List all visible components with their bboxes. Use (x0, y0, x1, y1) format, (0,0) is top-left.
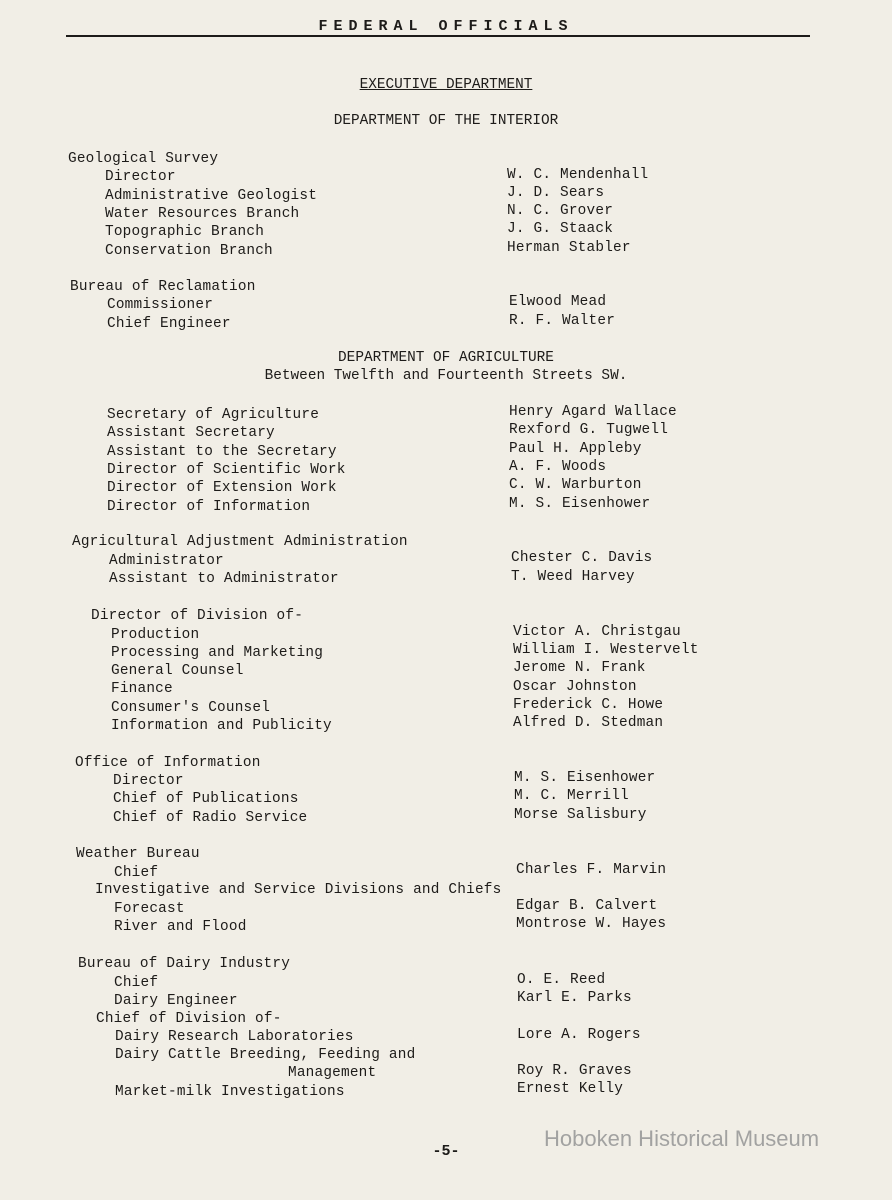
section-agriculture-address: Between Twelfth and Fourteenth Streets SW. (264, 368, 628, 384)
subheading-director-of-division: Director of Division of- (91, 608, 304, 624)
official-name: M. S. Eisenhower (514, 770, 656, 786)
official-name: Oscar Johnston (513, 679, 637, 695)
official-name: Jerome N. Frank (513, 660, 646, 676)
position-label: Water Resources Branch (105, 206, 300, 222)
section-department-of-agriculture: DEPARTMENT OF AGRICULTURE (338, 350, 554, 366)
official-name: Paul H. Appleby (509, 441, 642, 457)
org-office-of-information: Office of Information (75, 755, 261, 771)
official-name: A. F. Woods (509, 459, 607, 475)
position-label: Commissioner (107, 297, 214, 313)
position-label: Administrator (109, 553, 224, 569)
official-name: M. S. Eisenhower (509, 496, 651, 512)
section-department-of-interior: DEPARTMENT OF THE INTERIOR (333, 113, 559, 129)
position-label: Processing and Marketing (111, 645, 324, 661)
header-rule (66, 35, 810, 37)
official-name: Karl E. Parks (517, 990, 632, 1006)
official-name: Charles F. Marvin (516, 862, 667, 878)
official-name: Henry Agard Wallace (509, 404, 677, 420)
position-label: Secretary of Agriculture (107, 407, 320, 423)
position-label: Topographic Branch (105, 224, 265, 240)
position-label: Director of Information (107, 499, 311, 515)
official-name: R. F. Walter (509, 313, 616, 329)
org-geological-survey: Geological Survey (68, 151, 219, 167)
position-label: Consumer's Counsel (111, 700, 271, 716)
official-name: Victor A. Christgau (513, 624, 681, 640)
official-name: William I. Westervelt (513, 642, 699, 658)
position-label: Chief Engineer (107, 316, 231, 332)
position-label: General Counsel (111, 663, 244, 679)
org-bureau-of-dairy-industry: Bureau of Dairy Industry (78, 956, 291, 972)
official-name: W. C. Mendenhall (507, 167, 649, 183)
position-label: Assistant Secretary (107, 425, 275, 441)
position-label: Assistant to the Secretary (107, 444, 337, 460)
official-name: Morse Salisbury (514, 807, 647, 823)
position-label: Chief of Radio Service (113, 810, 308, 826)
position-label: Dairy Research Laboratories (115, 1029, 354, 1045)
official-name: Lore A. Rogers (517, 1027, 641, 1043)
position-label: Dairy Engineer (114, 993, 238, 1009)
official-name: Chester C. Davis (511, 550, 653, 566)
official-name: J. D. Sears (507, 185, 605, 201)
museum-watermark: Hoboken Historical Museum (544, 1126, 820, 1151)
position-label: Chief (114, 865, 159, 881)
subheading-investigative-divisions: Investigative and Service Divisions and Chiefs (95, 882, 502, 898)
position-label: Administrative Geologist (105, 188, 318, 204)
position-label: Director of Extension Work (107, 480, 337, 496)
position-label: Information and Publicity (111, 718, 332, 734)
section-executive-department: EXECUTIVE DEPARTMENT (359, 77, 533, 93)
official-name: O. E. Reed (517, 972, 606, 988)
org-weather-bureau: Weather Bureau (76, 846, 200, 862)
position-label: Director of Scientific Work (107, 462, 346, 478)
org-agricultural-adjustment-administration: Agricultural Adjustment Administration (72, 534, 408, 550)
position-label: Conservation Branch (105, 243, 273, 259)
official-name: Alfred D. Stedman (513, 715, 664, 731)
position-label-continued: Management (288, 1065, 377, 1081)
position-label: Assistant to Administrator (109, 571, 339, 587)
official-name: Roy R. Graves (517, 1063, 632, 1079)
position-label: River and Flood (114, 919, 247, 935)
official-name: J. G. Staack (507, 221, 614, 237)
official-name: M. C. Merrill (514, 788, 629, 804)
official-name: Rexford G. Tugwell (509, 422, 669, 438)
subheading-chief-of-division: Chief of Division of- (96, 1011, 282, 1027)
org-bureau-of-reclamation: Bureau of Reclamation (70, 279, 256, 295)
official-name: N. C. Grover (507, 203, 614, 219)
position-label: Dairy Cattle Breeding, Feeding and (115, 1047, 416, 1063)
position-label: Director (113, 773, 184, 789)
official-name: Frederick C. Howe (513, 697, 664, 713)
official-name: Herman Stabler (507, 240, 631, 256)
official-name: C. W. Warburton (509, 477, 642, 493)
position-label: Chief (114, 975, 159, 991)
position-label: Finance (111, 681, 173, 697)
position-label: Production (111, 627, 200, 643)
official-name: Ernest Kelly (517, 1081, 624, 1097)
page-header-title: FEDERAL OFFICIALS (318, 18, 574, 35)
official-name: T. Weed Harvey (511, 569, 635, 585)
page-number: -5- (432, 1143, 460, 1160)
official-name: Edgar B. Calvert (516, 898, 658, 914)
position-label: Forecast (114, 901, 185, 917)
position-label: Director (105, 169, 176, 185)
position-label: Market-milk Investigations (115, 1084, 345, 1100)
official-name: Montrose W. Hayes (516, 916, 667, 932)
position-label: Chief of Publications (113, 791, 299, 807)
official-name: Elwood Mead (509, 294, 607, 310)
